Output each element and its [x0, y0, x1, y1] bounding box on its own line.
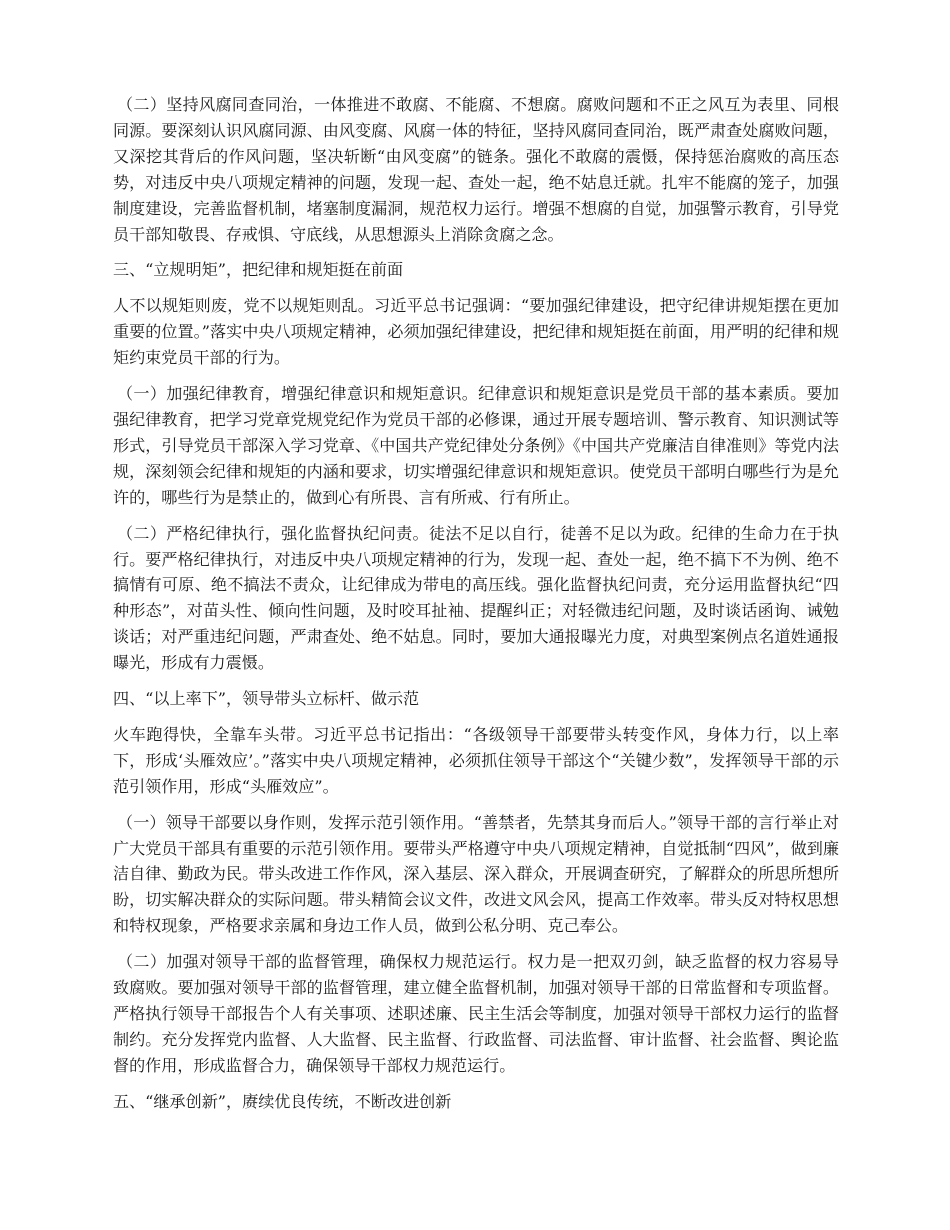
paragraph-feng-fu-tong-cha: （二）坚持风腐同查同治，一体推进不敢腐、不能腐、不想腐。腐败问题和不正之风互为表里、同根同源。要深刻认识风腐同源、由风变腐、风腐一体的特征，坚持风腐同查同治，既严肃查处腐败问题，又深挖其背后的作风问题，坚决斩断“由风变腐”的链条。强化不敢腐的震慑，保持惩治腐败的高压态势，对违反中央八项规定精神的问题，发现一起、查处一起，绝不姑息迁就。扎牢不能腐的笼子，加强制度建设，完善监督机制，堵塞制度漏洞，规范权力运行。增强不想腐的自觉，加强警示教育，引导党员干部知敬畏、存戒惧、守底线，从思想源头上消除贪腐之念。: [113, 95, 839, 244]
paragraph-yishuailxia-intro: 火车跑得快，全靠车头带。习近平总书记指出：“各级领导干部要带头转变作风，身体力行，以上率下，形成‘头雁效应’。”落实中央八项规定精神，必须抓住领导干部这个“关键少数”，发挥领导干部的示范引领作用，形成“头雁效应”。: [113, 724, 839, 796]
section-heading-four: 四、“以上率下”，领导带头立标杆、做示范: [113, 689, 420, 709]
paragraph-lingdao-yishen-zuoze: （一）领导干部要以身作则，发挥示范引领作用。“善禁者，先禁其身而后人。”领导干部的言行举止对广大党员干部具有重要的示范引领作用。要带头严格遵守中央八项规定精神，自觉抵制“四风”，做到廉洁自律、勤政为民。带头改进工作作风，深入基层、深入群众，开展调查研究，了解群众的所思所想所盼，切实解决群众的实际问题。带头精简会议文件，改进文风会风，提高工作效率。带头反对特权思想和特权现象，严格要求亲属和身边工作人员，做到公私分明、克己奉公。: [113, 812, 839, 936]
paragraph-jianduguanli: （二）加强对领导干部的监督管理，确保权力规范运行。权力是一把双刃剑，缺乏监督的权力容易导致腐败。要加强对领导干部的监督管理，建立健全监督机制，加强对领导干部的日常监督和专项监督。严格执行领导干部报告个人有关事项、述职述廉、民主生活会等制度，加强对领导干部权力运行的监督制约。充分发挥党内监督、人大监督、民主监督、行政监督、司法监督、审计监督、社会监督、舆论监督的作用，形成监督合力，确保领导干部权力规范运行。: [113, 952, 839, 1075]
section-heading-three: 三、“立规明矩”，把纪律和规矩挺在前面: [113, 260, 404, 280]
paragraph-gui-ju-intro: 人不以规矩则废，党不以规矩则乱。习近平总书记强调：“要加强纪律建设，把守纪律讲规矩摆在更加重要的位置。”落实中央八项规定精神，必须加强纪律建设，把纪律和规矩挺在前面，用严明的纪律和规矩约束党员干部的行为。: [113, 296, 839, 368]
paragraph-jilv-jiaoyu: （一）加强纪律教育，增强纪律意识和规矩意识。纪律意识和规矩意识是党员干部的基本素质。要加强纪律教育，把学习党章党规党纪作为党员干部的必修课，通过开展专题培训、警示教育、知识测试等形式，引导党员干部深入学习党章、《中国共产党纪律处分条例》《中国共产党廉洁自律准则》等党内法规，深刻领会纪律和规矩的内涵和要求，切实增强纪律意识和规矩意识。使党员干部明白哪些行为是允许的，哪些行为是禁止的，做到心有所畏、言有所戒、行有所止。: [113, 384, 839, 507]
document-text-body: [113, 92, 839, 1125]
section-heading-five: 五、“继承创新”，赓续优良传统，不断改进创新: [113, 1091, 452, 1111]
paragraph-yange-jilv-zhixing: （二）严格纪律执行，强化监督执纪问责。徒法不足以自行，徒善不足以为政。纪律的生命力在于执行。要严格纪律执行，对违反中央八项规定精神的行为，发现一起、查处一起，绝不搞下不为例、绝不搞情有可原、绝不搞法不责众，让纪律成为带电的高压线。强化监督执纪问责，充分运用监督执纪“四种形态”，对苗头性、倾向性问题，及时咬耳扯袖、提醒纠正；对轻微违纪问题，及时谈话函询、诫勉谈话；对严重违纪问题，严肃查处、绝不姑息。同时，要加大通报曝光力度，对典型案例点名道姓通报曝光，形成有力震慑。: [113, 523, 839, 673]
